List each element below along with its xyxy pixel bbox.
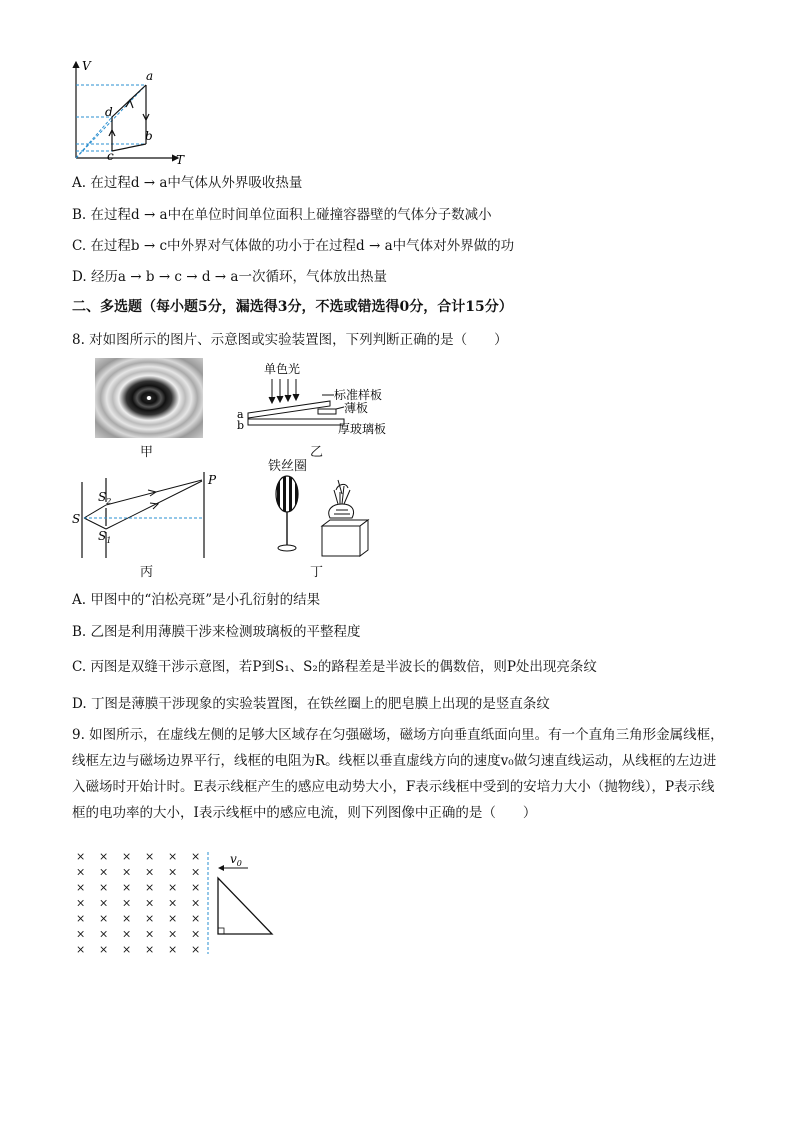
field-cross: × [76,881,86,894]
option-text: 在过程d → a中气体从外界吸收热量 [90,175,303,191]
field-cross: × [145,943,155,956]
field-cross: × [168,850,178,863]
field-cross: × [122,865,132,879]
field-cross: × [191,927,201,941]
field-cross: × [145,896,155,910]
label-d: d [105,105,113,119]
option-letter: A. [72,592,87,608]
label-std: 标准样板 [334,388,383,402]
field-cross: × [99,850,109,863]
fig-jia-caption: 甲 [140,445,154,460]
option-letter: B. [72,624,87,640]
field-cross: × [122,912,132,925]
field-cross: × [99,927,109,941]
label-thin: 薄板 [344,401,369,415]
option-letter: B. [72,207,87,223]
label-a: a [237,408,244,421]
label-p: P [208,473,217,487]
q7-vt-graph [66,56,196,166]
field-cross: × [145,912,155,925]
q7-option-a[interactable] [72,171,302,191]
field-cross: × [168,927,178,941]
label-c: c [107,149,114,163]
fig-ding-soap-film [270,474,390,560]
option-letter: C. [72,659,87,675]
option-text: 甲图中的“泊松亮斑”是小孔衍射的结果 [90,592,321,608]
option-letter: D. [72,269,87,285]
label-a: a [146,69,154,83]
field-cross: × [99,943,109,956]
option-text: 丁图是薄膜干涉现象的实验装置图，在铁丝圈上的肥皂膜上出现的是竖直条纹 [90,696,550,712]
label-s2: $S_2$ [98,490,112,506]
field-cross: × [191,881,201,894]
field-cross: × [191,850,201,863]
option-text: 丙图是双缝干涉示意图，若P到S₁、S₂的路程差是半波长的偶数倍，则P处出现亮条纹 [90,659,597,675]
label-s: S [72,512,81,526]
field-cross: × [168,943,178,956]
label-t: T [176,153,185,166]
label-b: b [145,129,153,143]
option-text: 乙图是利用薄膜干涉来检测玻璃板的平整程度 [90,624,361,640]
field-cross: × [76,850,86,863]
field-cross: × [122,881,132,894]
section2-heading: 二、多选题（每小题5分，漏选得3分，不选或错选得0分，合计15分） [72,299,513,315]
field-cross: × [76,927,86,941]
option-letter: A. [72,175,87,191]
field-cross: × [168,912,178,925]
fig-ding-ring-label: 铁丝圈 [268,459,308,474]
field-cross: × [76,896,86,910]
triangle-frame [218,878,272,934]
field-cross: × [76,865,86,879]
magnetic-field-crosses [76,850,200,956]
field-cross: × [99,896,109,910]
field-cross: × [99,865,109,879]
q9-field-figure [70,848,280,958]
fig-jia-poisson-spot [95,358,203,438]
label-v: V [82,59,91,73]
field-cross: × [191,943,201,956]
field-cross: × [168,881,178,894]
field-cross: × [99,881,109,894]
q8-option-d[interactable] [72,692,550,712]
field-cross: × [145,927,155,941]
field-cross: × [76,943,86,956]
label-s1: $S_1$ [98,529,112,545]
field-cross: × [191,912,201,925]
label-thick: 厚玻璃板 [338,422,387,436]
field-cross: × [122,850,132,863]
label-light: 单色光 [264,362,301,376]
fig-yi-caption: 乙 [310,445,324,460]
q8-option-b[interactable] [72,620,361,640]
field-cross: × [145,865,155,879]
field-cross: × [145,850,155,863]
fig-bing-double-slit [70,468,230,560]
field-cross: × [122,927,132,941]
label-b: b [237,419,245,432]
q7-option-c[interactable] [72,234,514,254]
field-cross: × [168,865,178,879]
field-cross: × [76,912,86,925]
option-text: 经历a → b → c → d → a一次循环，气体放出热量 [90,269,387,285]
q8-stem: 8. 对如图所示的图片、示意图或实验装置图，下列判断正确的是（ ） [72,332,508,348]
field-cross: × [168,896,178,910]
field-cross: × [122,943,132,956]
fig-bing-caption: 丙 [140,565,154,580]
option-text: 在过程d → a中在单位时间单位面积上碰撞容器壁的气体分子数减小 [90,207,492,223]
option-letter: D. [72,696,87,712]
q8-option-c[interactable] [72,655,597,675]
option-letter: C. [72,238,87,254]
field-cross: × [191,865,201,879]
q8-option-a[interactable] [72,588,320,608]
q7-option-b[interactable] [72,203,492,223]
field-cross: × [191,896,201,910]
q9-stem: 9. 如图所示，在虚线左侧的足够大区域存在匀强磁场，磁场方向垂直纸面向里。有一个直角三角形金属线框，线框左边与磁场边界平行，线框的电阻为R。线框以垂直虚线方向的速度v₀做匀速直线运动，从线框的左边进入磁场时开始计时。E表示线框产生的感应电动势大小，F表示线框中受到的安培力大小（抛物线），P表示线框的电功率的大小，I表示线框中的感应电流，则下列图像中正确的是（ ） [72,727,724,821]
field-cross: × [99,912,109,925]
label-v0: $v_0$ [230,852,242,868]
q7-option-d[interactable] [72,265,387,285]
option-text: 在过程b → c中外界对气体做的功小于在过程d → a中气体对外界做的功 [90,238,515,254]
fig-ding-caption: 丁 [310,565,324,580]
field-cross: × [122,896,132,910]
field-cross: × [145,881,155,894]
process-bc [112,144,146,151]
